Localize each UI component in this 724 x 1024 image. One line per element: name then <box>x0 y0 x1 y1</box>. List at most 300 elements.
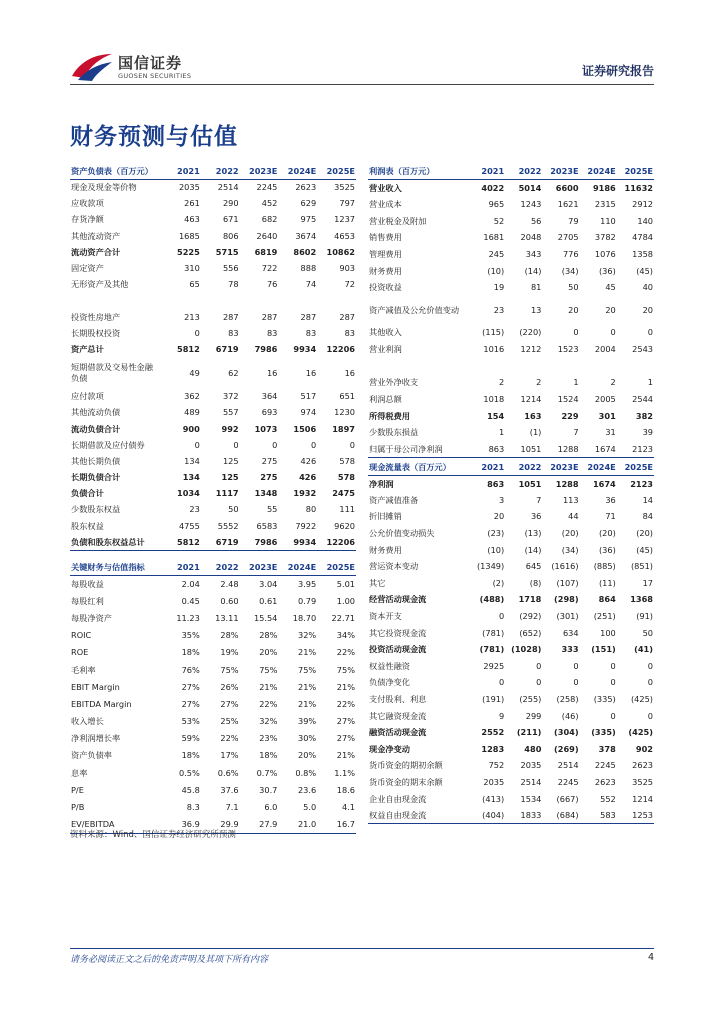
table-header-row <box>368 164 654 180</box>
page-title: 财务预测与估值 <box>70 124 238 150</box>
cell-value: 22% <box>336 647 355 658</box>
cell-value: 21% <box>336 681 355 692</box>
guosen-logo <box>70 50 210 84</box>
cell-value: 30.7 <box>259 784 278 795</box>
cell-value: 1 <box>647 377 653 388</box>
cell-value: 27% <box>336 716 355 727</box>
row-label: 负债和股东权益总计 <box>70 534 162 550</box>
year-header: 2023E <box>542 164 579 180</box>
cell-value: 5812 <box>162 534 201 550</box>
table-row <box>368 230 654 247</box>
cell-value: 0 <box>647 677 653 688</box>
row-label: 资本开支 <box>369 611 402 622</box>
cell-value: (151) <box>591 644 616 655</box>
cell-value: 36 <box>605 494 616 505</box>
table-row <box>368 424 654 441</box>
cell-value: (781) <box>482 627 505 638</box>
cell-value: 1214 <box>632 793 653 804</box>
cell-value: 0 <box>498 677 505 688</box>
cell-value: 426 <box>299 472 317 483</box>
cell-value: 0 <box>647 710 653 721</box>
table-row <box>70 486 356 502</box>
cell-value: (10) <box>487 265 505 276</box>
table-row <box>368 741 654 758</box>
cell-value: 32% <box>259 716 278 727</box>
cell-value: 1932 <box>293 488 317 499</box>
table-row <box>368 341 654 358</box>
cell-value: (652) <box>519 627 542 638</box>
cell-value: 275 <box>260 472 278 483</box>
table-row <box>70 593 356 610</box>
table-row <box>368 641 654 658</box>
row-label: 股东权益 <box>71 520 104 531</box>
cell-value: 974 <box>300 407 317 418</box>
income-statement-table <box>368 164 654 458</box>
row-label: 资产负债率 <box>71 750 112 761</box>
year-header: 2022 <box>505 164 542 180</box>
year-header: 2025E <box>317 164 356 180</box>
cell-value: 863 <box>487 478 505 489</box>
cell-value: 2705 <box>557 232 579 243</box>
row-label: 权益性融资 <box>369 660 410 671</box>
cell-value: 9934 <box>293 343 317 354</box>
cell-value: 22% <box>336 698 355 709</box>
year-header: 2024E <box>278 560 317 576</box>
cell-value: 1117 <box>215 488 239 499</box>
cell-value: 55 <box>266 504 278 515</box>
row-label: 其它融资现金流 <box>369 710 427 721</box>
year-header: 2025E <box>317 560 356 576</box>
row-label: EBITDA Margin <box>71 698 132 709</box>
cell-value: 452 <box>261 198 278 209</box>
cell-value: 0.8% <box>295 767 317 778</box>
cell-value: 1.00 <box>336 595 355 606</box>
table-row <box>368 441 654 458</box>
cell-value: (46) <box>561 710 579 721</box>
row-label: EBIT Margin <box>71 681 120 692</box>
cell-value: 1534 <box>520 793 542 804</box>
row-label: 支付股利、利息 <box>369 694 427 705</box>
year-header: 2025E <box>617 460 654 476</box>
cell-value: 1051 <box>518 478 542 489</box>
year-header: 2023E <box>542 460 579 476</box>
cell-value: 2048 <box>520 232 542 243</box>
table-row <box>368 558 654 575</box>
cell-value: 3782 <box>594 232 616 243</box>
cell-value: 25% <box>220 716 239 727</box>
cell-value: 299 <box>525 710 542 721</box>
row-label <box>70 293 162 309</box>
table-row <box>70 644 356 661</box>
cell-value: (45) <box>636 265 653 276</box>
cell-value: 12206 <box>326 343 355 354</box>
cell-value: (11) <box>598 577 616 588</box>
row-label: P/B <box>71 802 85 813</box>
cell-value: 2123 <box>617 441 654 458</box>
table-row <box>70 661 356 678</box>
table-row <box>70 576 356 593</box>
cell-value: 34% <box>336 630 355 641</box>
table-row <box>368 625 654 642</box>
cell-value: 26% <box>220 681 239 692</box>
cell-value: 19% <box>220 647 239 658</box>
cell-value: 5812 <box>177 343 200 354</box>
table-header-row <box>70 164 356 180</box>
cell-value: (301) <box>556 611 579 622</box>
table-row <box>368 592 654 609</box>
table-row <box>70 713 356 730</box>
cell-value: 682 <box>261 214 278 225</box>
table-row <box>70 244 356 260</box>
table-row <box>368 492 654 509</box>
cell-value: (292) <box>519 611 542 622</box>
table-row <box>70 309 356 325</box>
cell-value: 11632 <box>624 182 653 193</box>
disclaimer-text: 请务必阅读正文之后的免责声明及其项下所有内容 <box>70 955 269 965</box>
cell-value: 0.60 <box>220 595 239 606</box>
row-label: 其它 <box>369 577 386 588</box>
cell-value: 1 <box>498 427 505 438</box>
cell-value: 0.7% <box>256 767 278 778</box>
cell-value: 110 <box>600 215 616 226</box>
cell-value: 372 <box>222 391 239 402</box>
table-row <box>70 799 356 816</box>
row-label: 负债合计 <box>71 488 104 499</box>
cell-value: 2623 <box>594 776 616 787</box>
cell-value: 17% <box>220 750 239 761</box>
cell-value: 7986 <box>240 534 279 550</box>
cell-value: 6719 <box>215 343 239 354</box>
cell-value: 28% <box>259 630 278 641</box>
cell-value: 0 <box>310 439 317 450</box>
cell-value: 18% <box>181 750 200 761</box>
balance-sheet-table <box>70 164 356 551</box>
cell-value: 2640 <box>256 230 278 241</box>
cell-value: 30% <box>297 733 317 744</box>
cell-value: 0.45 <box>181 595 200 606</box>
cell-value: (1) <box>529 427 542 438</box>
cell-value: 11.23 <box>176 612 200 623</box>
row-label: ROIC <box>71 630 92 641</box>
table-row <box>368 608 654 625</box>
cell-value: 287 <box>300 311 317 322</box>
row-label: 利润总额 <box>369 393 402 404</box>
cell-value: (1616) <box>551 561 579 572</box>
cell-value: 71 <box>605 511 616 522</box>
cell-value: 17 <box>642 577 653 588</box>
row-label: 融资活动现金流 <box>369 727 427 738</box>
table-row <box>70 627 356 644</box>
cell-value: 5014 <box>518 182 542 193</box>
row-label: 收入增长 <box>71 716 104 727</box>
cell-value: 0.61 <box>259 595 278 606</box>
cell-value: 301 <box>598 410 616 421</box>
cell-value: (91) <box>636 611 653 622</box>
cell-value: 8602 <box>293 246 317 257</box>
cell-value: 1523 <box>557 343 579 354</box>
logo-english-name: GUOSEN SECURITIES <box>118 72 192 80</box>
cell-value: 44 <box>568 511 579 522</box>
cell-value: 578 <box>339 455 355 466</box>
cell-value: 27.9 <box>240 816 279 833</box>
row-label: 投资活动现金流 <box>369 644 427 655</box>
cell-value: 36.9 <box>162 816 201 833</box>
table-title: 现金流量表（百万元） <box>368 460 468 476</box>
cell-value <box>580 358 617 375</box>
cell-value: 83 <box>266 327 278 338</box>
table-row <box>368 391 654 408</box>
cell-value: 776 <box>562 249 579 260</box>
cell-value: 1230 <box>334 407 355 418</box>
cell-value: 16 <box>344 367 355 378</box>
table-row <box>70 610 356 627</box>
cell-value: 2.48 <box>220 578 239 589</box>
cell-value: 21% <box>297 647 317 658</box>
cell-value: 3674 <box>295 230 317 241</box>
row-label: 营运资本变动 <box>369 561 419 572</box>
guosen-logo-icon <box>70 50 114 82</box>
cell-value: 2475 <box>332 488 355 499</box>
row-label: 其他长期负债 <box>71 455 121 466</box>
cell-value: 275 <box>261 455 278 466</box>
cell-value: 6583 <box>256 520 278 531</box>
cell-value: 1 <box>573 377 579 388</box>
row-label: 管理费用 <box>369 249 402 260</box>
cell-value: 56 <box>530 215 542 226</box>
cell-value: 2912 <box>632 199 653 210</box>
cell-value: 2245 <box>557 776 579 787</box>
cell-value: 4.1 <box>341 802 355 813</box>
cell-value: 2 <box>498 377 505 388</box>
cell-value: 9620 <box>334 520 355 531</box>
cell-value: 1524 <box>557 393 579 404</box>
cell-value: 111 <box>339 504 355 515</box>
table-row <box>368 575 654 592</box>
row-label: 销售费用 <box>369 232 402 243</box>
cell-value: 27% <box>336 733 355 744</box>
year-header: 2021 <box>468 460 505 476</box>
table-row <box>368 408 654 425</box>
cell-value: 5.01 <box>336 578 355 589</box>
table-row <box>368 542 654 559</box>
row-label: 其他流动资产 <box>71 230 121 241</box>
cell-value: 1718 <box>518 594 542 605</box>
cell-value: 84 <box>642 511 653 522</box>
page-header <box>0 0 724 86</box>
row-label: 财务费用 <box>369 265 402 276</box>
year-header: 2024E <box>580 164 617 180</box>
row-label: 企业自由现金流 <box>369 793 427 804</box>
cell-value: 134 <box>184 455 200 466</box>
row-label: 现金净变动 <box>369 743 410 754</box>
table-row <box>70 730 356 747</box>
cell-value: 310 <box>184 263 200 274</box>
table-row <box>368 807 654 824</box>
table-row <box>368 658 654 675</box>
cell-value: 2004 <box>594 343 616 354</box>
cell-value: 1018 <box>483 393 505 404</box>
cell-value: (298) <box>554 594 579 605</box>
table-title: 利润表（百万元） <box>368 164 468 180</box>
cell-value: 27% <box>220 698 239 709</box>
cell-value: 1358 <box>632 249 653 260</box>
cell-value: 20 <box>642 304 653 315</box>
cell-value: 74 <box>305 279 317 290</box>
year-header: 2023E <box>240 560 279 576</box>
cell-value: 1674 <box>580 441 617 458</box>
table-row <box>70 437 356 453</box>
cell-value: 0 <box>610 710 616 721</box>
table-row <box>368 509 654 526</box>
row-label: 少数股东权益 <box>71 504 121 515</box>
cell-value: 78 <box>228 279 239 290</box>
cell-value: 49 <box>189 367 200 378</box>
table-row <box>70 470 356 486</box>
cell-value: 20 <box>493 511 505 522</box>
cell-value <box>317 293 356 309</box>
cell-value: 75% <box>297 664 317 675</box>
row-label: 存货净额 <box>71 214 104 225</box>
table-row <box>368 246 654 263</box>
cell-value: (404) <box>468 807 505 824</box>
cell-value: 0 <box>272 439 278 450</box>
row-label: 短期借款及交易性金融负债 <box>71 362 153 384</box>
cell-value: 0 <box>536 660 542 671</box>
row-label: 财务费用 <box>369 544 402 555</box>
cell-value: 578 <box>337 472 355 483</box>
cell-value <box>617 358 654 375</box>
cell-value: 1833 <box>505 807 542 824</box>
cell-value: (45) <box>636 544 653 555</box>
cell-value: (13) <box>524 528 542 539</box>
cell-value: 1685 <box>178 230 200 241</box>
row-label: 应收款项 <box>71 198 104 209</box>
cell-value: 2 <box>536 377 542 388</box>
cell-value <box>505 358 542 375</box>
table-row <box>368 691 654 708</box>
year-header: 2021 <box>162 164 201 180</box>
cell-value: 0 <box>647 327 653 338</box>
cell-value: 15.54 <box>253 612 278 623</box>
cell-value: 19 <box>493 282 505 293</box>
cell-value: 39 <box>642 427 653 438</box>
row-label: 长期借款及应付债券 <box>71 439 145 450</box>
cell-value: 140 <box>637 215 653 226</box>
cell-value: 22.71 <box>331 612 355 623</box>
table-row <box>368 296 654 324</box>
cell-value: 261 <box>184 198 200 209</box>
cell-value: 1243 <box>520 199 542 210</box>
row-label: 营业外净收支 <box>369 377 419 388</box>
table-row <box>70 212 356 228</box>
data-source-note: 资料来源：Wind、国信证券经济研究所预测 <box>70 830 236 840</box>
cell-value <box>278 293 317 309</box>
cell-value: (269) <box>554 743 579 754</box>
row-label: 每股红利 <box>71 595 104 606</box>
cell-value: 3525 <box>334 182 355 193</box>
cell-value: 32% <box>297 630 317 641</box>
cell-value: 35% <box>181 630 200 641</box>
cell-value: 9934 <box>278 534 317 550</box>
cell-value: 3.95 <box>297 578 317 589</box>
table-row <box>368 196 654 213</box>
row-label: 其他流动负债 <box>71 407 121 418</box>
cell-value: 722 <box>261 263 278 274</box>
cell-value: 29.9 <box>201 816 240 833</box>
cell-value: 16.7 <box>317 816 356 833</box>
cell-value: 72 <box>344 279 355 290</box>
cell-value: 1621 <box>557 199 579 210</box>
year-header: 2025E <box>617 164 654 180</box>
cell-value: 463 <box>184 214 200 225</box>
cell-value: 797 <box>339 198 355 209</box>
cell-value: 2552 <box>481 727 505 738</box>
logo-chinese-name: 国信证券 <box>118 54 183 72</box>
year-header: 2022 <box>201 164 240 180</box>
cell-value: 583 <box>580 807 617 824</box>
table-row <box>70 228 356 244</box>
cell-value: 13.11 <box>215 612 239 623</box>
cell-value: (335) <box>593 694 616 705</box>
row-label: 投资性房地产 <box>71 311 121 322</box>
cell-value: (20) <box>636 528 653 539</box>
cell-value: (10) <box>487 544 505 555</box>
cell-value: 213 <box>184 311 200 322</box>
table-row <box>70 453 356 469</box>
cell-value: 5.0 <box>303 802 317 813</box>
cell-value: 287 <box>339 311 355 322</box>
row-label: 资产减值及公允价值变动 <box>369 304 460 315</box>
cell-value: 2514 <box>557 760 579 771</box>
cell-value: 1674 <box>592 478 616 489</box>
cell-value: 23 <box>493 304 505 315</box>
cell-value: 6600 <box>555 182 579 193</box>
cell-value: 2123 <box>630 478 653 489</box>
cell-value: (20) <box>598 528 616 539</box>
table-row <box>368 358 654 375</box>
cell-value: 16 <box>305 367 317 378</box>
cell-value: (36) <box>598 265 616 276</box>
row-label: 流动资产合计 <box>71 246 121 257</box>
cell-value <box>240 293 279 309</box>
cell-value: 6819 <box>254 246 278 257</box>
table-row <box>368 675 654 692</box>
cell-value: 45.8 <box>181 784 200 795</box>
row-label: 固定资产 <box>71 263 104 274</box>
table-row <box>70 180 356 196</box>
cell-value: 52 <box>493 215 505 226</box>
cell-value: 2035 <box>520 760 542 771</box>
cell-value: 80 <box>305 504 317 515</box>
cell-value: 0 <box>610 677 616 688</box>
row-label: EV/EBITDA <box>70 816 162 833</box>
cell-value: (781) <box>479 644 505 655</box>
key-ratios-table <box>70 560 356 834</box>
cell-value: 0.79 <box>297 595 317 606</box>
cell-value: 2514 <box>520 776 542 787</box>
row-label: 营业利润 <box>369 343 402 354</box>
row-label: 每股净资产 <box>71 612 112 623</box>
cell-value: 556 <box>222 263 239 274</box>
row-label: 少数股东损益 <box>369 427 419 438</box>
row-label: 长期股权投资 <box>71 327 121 338</box>
cell-value: 23% <box>259 733 278 744</box>
cell-value: 671 <box>222 214 239 225</box>
cell-value: 426 <box>300 455 317 466</box>
cell-value: 0.5% <box>178 767 200 778</box>
cell-value: 0 <box>573 677 579 688</box>
cell-value: 7 <box>536 494 542 505</box>
